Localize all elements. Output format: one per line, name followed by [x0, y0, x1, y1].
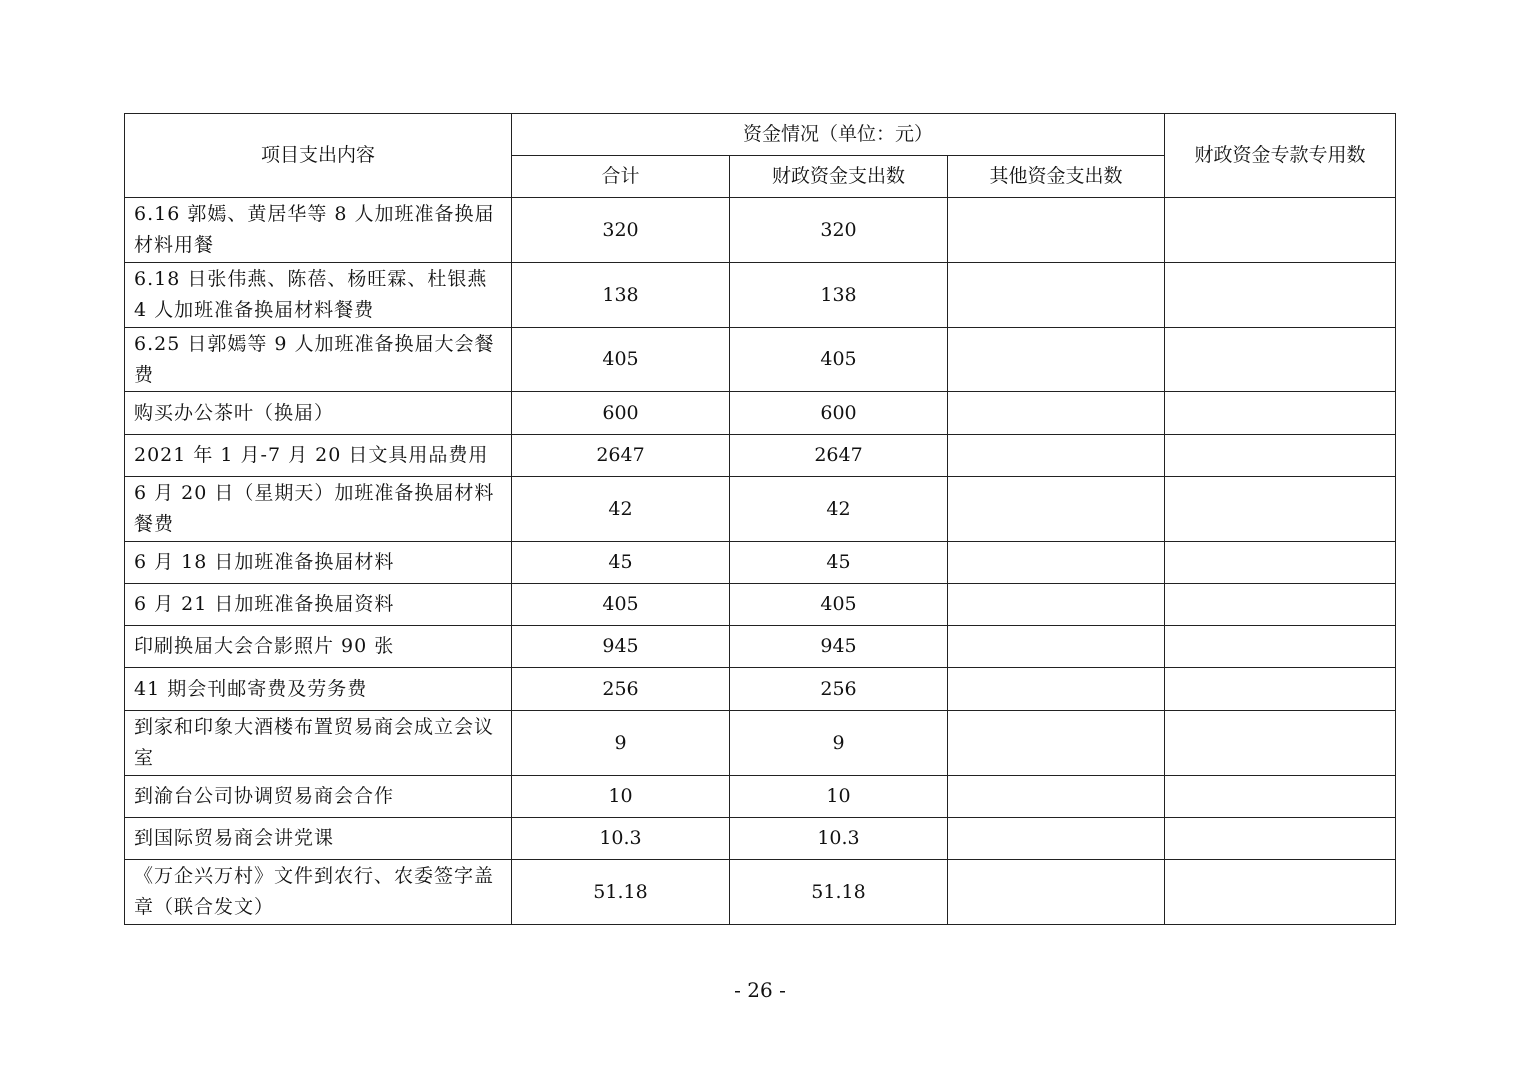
row-fiscal: 256 [730, 668, 948, 711]
table-body [125, 114, 1396, 925]
row-other [948, 818, 1165, 860]
row-other [948, 435, 1165, 477]
row-fiscal: 45 [730, 542, 948, 584]
row-item: 6.16 郭嫣、黄居华等 8 人加班准备换届材料用餐 [125, 198, 512, 263]
row-item: 到国际贸易商会讲党课 [125, 818, 512, 860]
header-special-use: 财政资金专款专用数 [1165, 114, 1396, 198]
row-fiscal: 10 [730, 776, 948, 818]
row-item: 6.25 日郭嫣等 9 人加班准备换届大会餐费 [125, 328, 512, 392]
table-row [125, 776, 1396, 818]
table-row [125, 711, 1396, 776]
row-item: 6.18 日张伟燕、陈蓓、杨旺霖、杜银燕 4 人加班准备换届材料餐费 [125, 263, 512, 328]
table-row [125, 860, 1396, 925]
row-fiscal: 405 [730, 328, 948, 392]
table-row [125, 435, 1396, 477]
row-other [948, 584, 1165, 626]
row-total: 600 [512, 392, 730, 435]
row-item: 到渝台公司协调贸易商会合作 [125, 776, 512, 818]
table-row [125, 263, 1396, 328]
row-other [948, 776, 1165, 818]
row-other [948, 328, 1165, 392]
header-other-spend: 其他资金支出数 [948, 156, 1165, 198]
row-special [1165, 818, 1396, 860]
header-fiscal-spend: 财政资金支出数 [730, 156, 948, 198]
row-total: 9 [512, 711, 730, 776]
row-total: 945 [512, 626, 730, 668]
table-row [125, 542, 1396, 584]
row-other [948, 860, 1165, 925]
row-other [948, 392, 1165, 435]
table-row [125, 818, 1396, 860]
row-fiscal: 51.18 [730, 860, 948, 925]
row-special [1165, 860, 1396, 925]
row-special [1165, 668, 1396, 711]
row-special [1165, 626, 1396, 668]
row-special [1165, 542, 1396, 584]
header-funds-group: 资金情况（单位：元） [512, 114, 1165, 156]
row-item: 6 月 20 日（星期天）加班准备换届材料餐费 [125, 477, 512, 542]
row-item: 《万企兴万村》文件到农行、农委签字盖章（联合发文） [125, 860, 512, 925]
row-total: 51.18 [512, 860, 730, 925]
row-total: 10 [512, 776, 730, 818]
table-row [125, 626, 1396, 668]
row-total: 2647 [512, 435, 730, 477]
row-other [948, 263, 1165, 328]
row-special [1165, 584, 1396, 626]
header-item: 项目支出内容 [125, 114, 512, 198]
row-special [1165, 263, 1396, 328]
row-fiscal: 9 [730, 711, 948, 776]
row-special [1165, 776, 1396, 818]
row-other [948, 626, 1165, 668]
row-item: 购买办公茶叶（换届） [125, 392, 512, 435]
row-fiscal: 405 [730, 584, 948, 626]
page-number: - 26 - [734, 978, 786, 1002]
row-fiscal: 138 [730, 263, 948, 328]
row-fiscal: 10.3 [730, 818, 948, 860]
row-total: 256 [512, 668, 730, 711]
row-total: 42 [512, 477, 730, 542]
header-total: 合计 [512, 156, 730, 198]
header-row-1 [125, 114, 1396, 156]
row-total: 405 [512, 328, 730, 392]
row-fiscal: 2647 [730, 435, 948, 477]
table-row [125, 198, 1396, 263]
row-item: 6 月 18 日加班准备换届材料 [125, 542, 512, 584]
row-other [948, 542, 1165, 584]
row-total: 405 [512, 584, 730, 626]
row-special [1165, 198, 1396, 263]
row-special [1165, 477, 1396, 542]
row-other [948, 668, 1165, 711]
row-other [948, 477, 1165, 542]
row-item: 到家和印象大酒楼布置贸易商会成立会议室 [125, 711, 512, 776]
row-item: 41 期会刊邮寄费及劳务费 [125, 668, 512, 711]
expense-table [124, 113, 1396, 925]
row-total: 10.3 [512, 818, 730, 860]
row-special [1165, 435, 1396, 477]
row-fiscal: 320 [730, 198, 948, 263]
table-row [125, 668, 1396, 711]
row-item: 2021 年 1 月-7 月 20 日文具用品费用 [125, 435, 512, 477]
row-item: 印刷换届大会合影照片 90 张 [125, 626, 512, 668]
row-total: 320 [512, 198, 730, 263]
row-total: 45 [512, 542, 730, 584]
row-fiscal: 600 [730, 392, 948, 435]
table-row [125, 477, 1396, 542]
row-special [1165, 392, 1396, 435]
row-total: 138 [512, 263, 730, 328]
table-row [125, 328, 1396, 392]
row-fiscal: 42 [730, 477, 948, 542]
row-fiscal: 945 [730, 626, 948, 668]
row-special [1165, 711, 1396, 776]
row-item: 6 月 21 日加班准备换届资料 [125, 584, 512, 626]
table-row [125, 392, 1396, 435]
row-other [948, 711, 1165, 776]
row-special [1165, 328, 1396, 392]
row-other [948, 198, 1165, 263]
table-row [125, 584, 1396, 626]
